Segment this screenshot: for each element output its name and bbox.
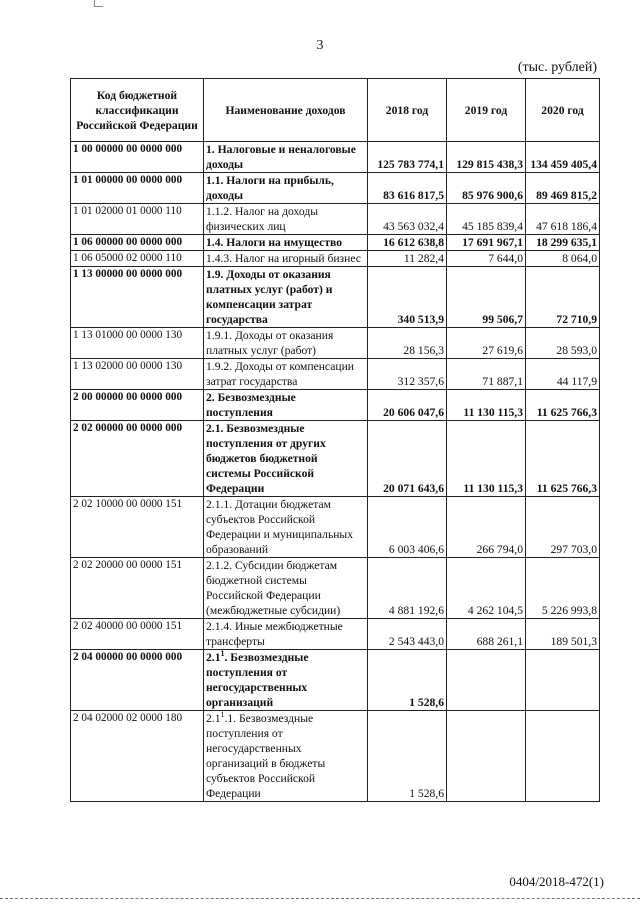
value-2018-cell: 312 357,6 (368, 359, 447, 390)
header-2019: 2019 год (447, 79, 526, 142)
budget-code-cell: 1 13 00000 00 0000 000 (71, 267, 204, 328)
value-2020-cell: 189 501,3 (526, 619, 600, 650)
revenue-name-cell (204, 711, 368, 802)
revenue-name-text-rest: .1. Безвозмездные поступления от негосударственных организаций в бюджеты субъектов Российской Федерации (206, 712, 326, 800)
revenue-name-text: 2.1 (206, 651, 221, 664)
value-2019-cell: 85 976 900,6 (447, 173, 526, 204)
table-row (71, 251, 600, 267)
table-row (71, 173, 600, 204)
table-row (71, 359, 600, 390)
table-header-row (71, 79, 600, 142)
revenue-name-cell: 2. Безвозмездные поступления (204, 390, 368, 421)
budget-code-cell: 1 13 02000 00 0000 130 (71, 359, 204, 390)
value-2019-cell: 71 887,1 (447, 359, 526, 390)
table-row (71, 650, 600, 711)
value-2020-cell: 11 625 766,3 (526, 390, 600, 421)
budget-code-cell: 1 06 05000 02 0000 110 (71, 251, 204, 267)
units-label: (тыс. рублей) (517, 60, 597, 75)
revenue-name-text: 2.1 (206, 712, 221, 725)
value-2020-cell: 72 710,9 (526, 267, 600, 328)
revenue-name-cell: 2.1. Безвозмездные поступления от других бюджетов бюджетной системы Российской Федерации (204, 421, 368, 497)
page-bottom-edge (0, 898, 640, 899)
page-number: 3 (316, 38, 324, 53)
value-2020-cell (526, 711, 600, 802)
value-2018-cell: 340 513,9 (368, 267, 447, 328)
value-2020-cell: 8 064,0 (526, 251, 600, 267)
table-row (71, 204, 600, 235)
budget-code-cell: 2 00 00000 00 0000 000 (71, 390, 204, 421)
value-2020-cell: 44 117,9 (526, 359, 600, 390)
value-2018-cell: 20 606 047,6 (368, 390, 447, 421)
revenue-name-cell: 1.1. Налоги на прибыль, доходы (204, 173, 368, 204)
budget-code-cell: 2 02 40000 00 0000 151 (71, 619, 204, 650)
value-2020-cell (526, 650, 600, 711)
value-2019-cell: 266 794,0 (447, 497, 526, 558)
value-2019-cell: 7 644,0 (447, 251, 526, 267)
value-2019-cell (447, 650, 526, 711)
value-2018-cell: 43 563 032,4 (368, 204, 447, 235)
value-2018-cell: 1 528,6 (368, 650, 447, 711)
budget-code-cell: 2 02 00000 00 0000 000 (71, 421, 204, 497)
value-2019-cell: 17 691 967,1 (447, 235, 526, 251)
budget-code-cell: 2 04 02000 02 0000 180 (71, 711, 204, 802)
value-2020-cell: 11 625 766,3 (526, 421, 600, 497)
value-2019-cell: 45 185 839,4 (447, 204, 526, 235)
value-2018-cell: 125 783 774,1 (368, 142, 447, 173)
revenue-name-cell: 2.1.1. Дотации бюджетам субъектов Российской Федерации и муниципальных образований (204, 497, 368, 558)
value-2019-cell: 27 619,6 (447, 328, 526, 359)
revenue-name-cell: 1.1.2. Налог на доходы физических лиц (204, 204, 368, 235)
table-body (71, 142, 600, 802)
value-2020-cell: 89 469 815,2 (526, 173, 600, 204)
budget-code-cell: 1 13 01000 00 0000 130 (71, 328, 204, 359)
revenue-name-cell: 1. Налоговые и неналоговые доходы (204, 142, 368, 173)
value-2020-cell: 134 459 405,4 (526, 142, 600, 173)
revenue-table (70, 78, 600, 802)
budget-code-cell: 1 06 00000 00 0000 000 (71, 235, 204, 251)
scan-artifact (94, 0, 103, 7)
value-2019-cell: 11 130 115,3 (447, 390, 526, 421)
value-2019-cell: 129 815 438,3 (447, 142, 526, 173)
budget-code-cell: 1 01 00000 00 0000 000 (71, 173, 204, 204)
budget-code-cell: 1 01 02000 01 0000 110 (71, 204, 204, 235)
revenue-name-cell (204, 650, 368, 711)
value-2018-cell: 6 003 406,6 (368, 497, 447, 558)
revenue-name-cell: 2.1.2. Субсидии бюджетам бюджетной системы Российской Федерации (межбюджетные субсидии) (204, 558, 368, 619)
table-row (71, 235, 600, 251)
revenue-name-cell: 1.4. Налоги на имущество (204, 235, 368, 251)
table-row (71, 328, 600, 359)
revenue-name-text-rest: . Безвозмездные поступления от негосударственных организаций (206, 651, 309, 709)
header-2020: 2020 год (526, 79, 600, 142)
value-2018-cell: 2 543 443,0 (368, 619, 447, 650)
table-row (71, 497, 600, 558)
value-2020-cell: 28 593,0 (526, 328, 600, 359)
table-row (71, 558, 600, 619)
value-2018-cell: 20 071 643,6 (368, 421, 447, 497)
table-row (71, 142, 600, 173)
budget-code-cell: 1 00 00000 00 0000 000 (71, 142, 204, 173)
value-2018-cell: 1 528,6 (368, 711, 447, 802)
revenue-name-superscript: 1 (220, 649, 225, 659)
value-2019-cell: 4 262 104,5 (447, 558, 526, 619)
budget-code-cell: 2 02 20000 00 0000 151 (71, 558, 204, 619)
revenue-name-superscript: 1 (220, 710, 225, 720)
revenue-name-cell: 1.9.1. Доходы от оказания платных услуг (работ) (204, 328, 368, 359)
header-name: Наименование доходов (204, 79, 368, 142)
value-2018-cell: 16 612 638,8 (368, 235, 447, 251)
value-2019-cell (447, 711, 526, 802)
table-row (71, 421, 600, 497)
value-2020-cell: 5 226 993,8 (526, 558, 600, 619)
value-2018-cell: 4 881 192,6 (368, 558, 447, 619)
revenue-name-cell: 1.4.3. Налог на игорный бизнес (204, 251, 368, 267)
table-row (71, 711, 600, 802)
value-2018-cell: 11 282,4 (368, 251, 447, 267)
value-2020-cell: 18 299 635,1 (526, 235, 600, 251)
table-row (71, 619, 600, 650)
header-2018: 2018 год (368, 79, 447, 142)
revenue-name-cell: 1.9.2. Доходы от компенсации затрат государства (204, 359, 368, 390)
value-2019-cell: 11 130 115,3 (447, 421, 526, 497)
header-code: Код бюджетной классификации Российской Федерации (71, 79, 204, 142)
table-row (71, 267, 600, 328)
value-2019-cell: 688 261,1 (447, 619, 526, 650)
table-row (71, 390, 600, 421)
value-2020-cell: 297 703,0 (526, 497, 600, 558)
budget-code-cell: 2 04 00000 00 0000 000 (71, 650, 204, 711)
value-2018-cell: 83 616 817,5 (368, 173, 447, 204)
revenue-name-cell: 2.1.4. Иные межбюджетные трансферты (204, 619, 368, 650)
revenue-name-cell: 1.9. Доходы от оказания платных услуг (работ) и компенсации затрат государства (204, 267, 368, 328)
value-2020-cell: 47 618 186,4 (526, 204, 600, 235)
document-number: 0404/2018-472(1) (509, 874, 604, 889)
value-2018-cell: 28 156,3 (368, 328, 447, 359)
budget-code-cell: 2 02 10000 00 0000 151 (71, 497, 204, 558)
value-2019-cell: 99 506,7 (447, 267, 526, 328)
